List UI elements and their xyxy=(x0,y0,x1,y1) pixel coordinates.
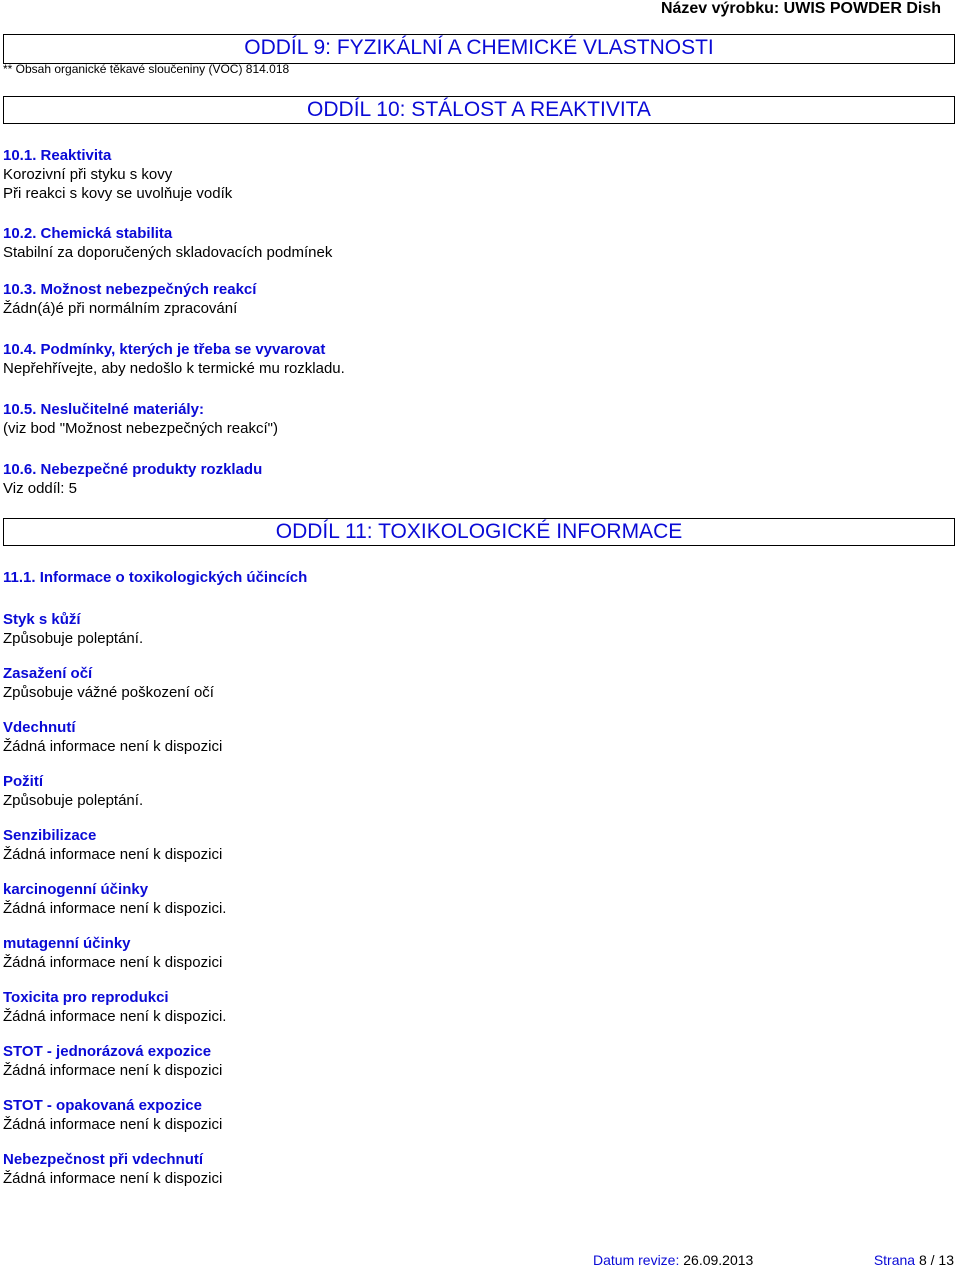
item-heading: Styk s kůží xyxy=(3,611,81,628)
item-heading: 10.3. Možnost nebezpečných reakcí xyxy=(3,281,257,298)
item-text: Nepřehřívejte, aby nedošlo k termické mu rozkladu. xyxy=(3,360,345,377)
section-10-item xyxy=(3,340,345,378)
item-text: Způsobuje poleptání. xyxy=(3,792,144,809)
item-text: Způsobuje poleptání. xyxy=(3,630,144,647)
item-heading: karcinogenní účinky xyxy=(3,881,149,898)
item-heading: 10.1. Reaktivita xyxy=(3,147,112,164)
page-number-total: 13 xyxy=(938,1252,954,1268)
tox-item xyxy=(3,772,143,810)
item-heading: mutagenní účinky xyxy=(3,935,131,952)
revision-date-value: 26.09.2013 xyxy=(683,1252,754,1268)
tox-item xyxy=(3,1150,222,1188)
item-text: Žádná informace není k dispozici xyxy=(3,1170,223,1187)
section-11-subheading: 11.1. Informace o toxikologických účincích xyxy=(3,569,308,586)
tox-item xyxy=(3,934,222,972)
item-text: Žádn(á)é při normálním zpracování xyxy=(3,300,238,317)
tox-item xyxy=(3,826,222,864)
item-heading: 10.5. Neslučitelné materiály: xyxy=(3,401,204,418)
item-heading: 10.4. Podmínky, kterých je třeba se vyvarovat xyxy=(3,341,326,358)
item-text: Způsobuje vážné poškození očí xyxy=(3,684,214,701)
section-10-item xyxy=(3,146,232,203)
item-heading: 10.6. Nebezpečné produkty rozkladu xyxy=(3,461,263,478)
item-text: Viz oddíl: 5 xyxy=(3,480,77,497)
item-text: Žádná informace není k dispozici xyxy=(3,738,223,755)
section-11-title: ODDÍL 11: TOXIKOLOGICKÉ INFORMACE xyxy=(275,520,683,543)
item-heading: Nebezpečnost při vdechnutí xyxy=(3,1151,204,1168)
item-heading: Toxicita pro reprodukci xyxy=(3,989,169,1006)
item-heading: 10.2. Chemická stabilita xyxy=(3,225,173,242)
tox-item xyxy=(3,610,143,648)
section-10-item xyxy=(3,224,332,262)
revision-date-label: Datum revize: xyxy=(593,1252,680,1268)
item-heading: Senzibilizace xyxy=(3,827,97,844)
tox-item xyxy=(3,880,226,918)
tox-item xyxy=(3,664,214,702)
section-10-item xyxy=(3,460,262,498)
item-heading: STOT - opakovaná expozice xyxy=(3,1097,202,1114)
page-number-current: 8 xyxy=(918,1252,927,1268)
item-text: Žádná informace není k dispozici xyxy=(3,1062,223,1079)
section-9-title: ODDÍL 9: FYZIKÁLNÍ A CHEMICKÉ VLASTNOSTI xyxy=(244,36,714,59)
product-name-header xyxy=(661,0,941,18)
item-text: Žádná informace není k dispozici xyxy=(3,846,223,863)
product-name-value: UWIS POWDER Dish xyxy=(783,0,941,17)
item-text: Žádná informace není k dispozici. xyxy=(3,900,227,917)
item-heading: Vdechnutí xyxy=(3,719,76,736)
section-9-header-box xyxy=(3,34,955,64)
tox-item xyxy=(3,718,222,756)
item-heading: STOT - jednorázová expozice xyxy=(3,1043,212,1060)
item-text: Stabilní za doporučených skladovacích podmínek xyxy=(3,244,333,261)
tox-item xyxy=(3,988,226,1026)
revision-date xyxy=(593,1252,753,1268)
product-name-label: Název výrobku: xyxy=(660,0,780,17)
item-text: Při reakci s kovy se uvolňuje vodík xyxy=(3,185,233,202)
tox-item xyxy=(3,1096,222,1134)
item-text: Žádná informace není k dispozici. xyxy=(3,1008,227,1025)
page-number-label: Strana xyxy=(873,1252,916,1268)
tox-item xyxy=(3,1042,222,1080)
item-text: Žádná informace není k dispozici xyxy=(3,954,223,971)
section-10-item xyxy=(3,280,256,318)
item-text: Žádná informace není k dispozici xyxy=(3,1116,223,1133)
section-10-item xyxy=(3,400,278,438)
section-11-header-box xyxy=(3,518,955,546)
item-heading: Požití xyxy=(3,773,43,790)
section-10-title: ODDÍL 10: STÁLOST A REAKTIVITA xyxy=(307,98,651,121)
item-heading: Zasažení očí xyxy=(3,665,93,682)
page-number-separator: / xyxy=(930,1252,935,1268)
voc-note: ** Obsah organické těkavé sloučeniny (VOC) 814.018 xyxy=(3,62,290,76)
section-10-header-box xyxy=(3,96,955,124)
item-text: Korozivní při styku s kovy xyxy=(3,166,173,183)
item-text: (viz bod "Možnost nebezpečných reakcí") xyxy=(3,420,278,437)
page-number xyxy=(874,1252,954,1268)
